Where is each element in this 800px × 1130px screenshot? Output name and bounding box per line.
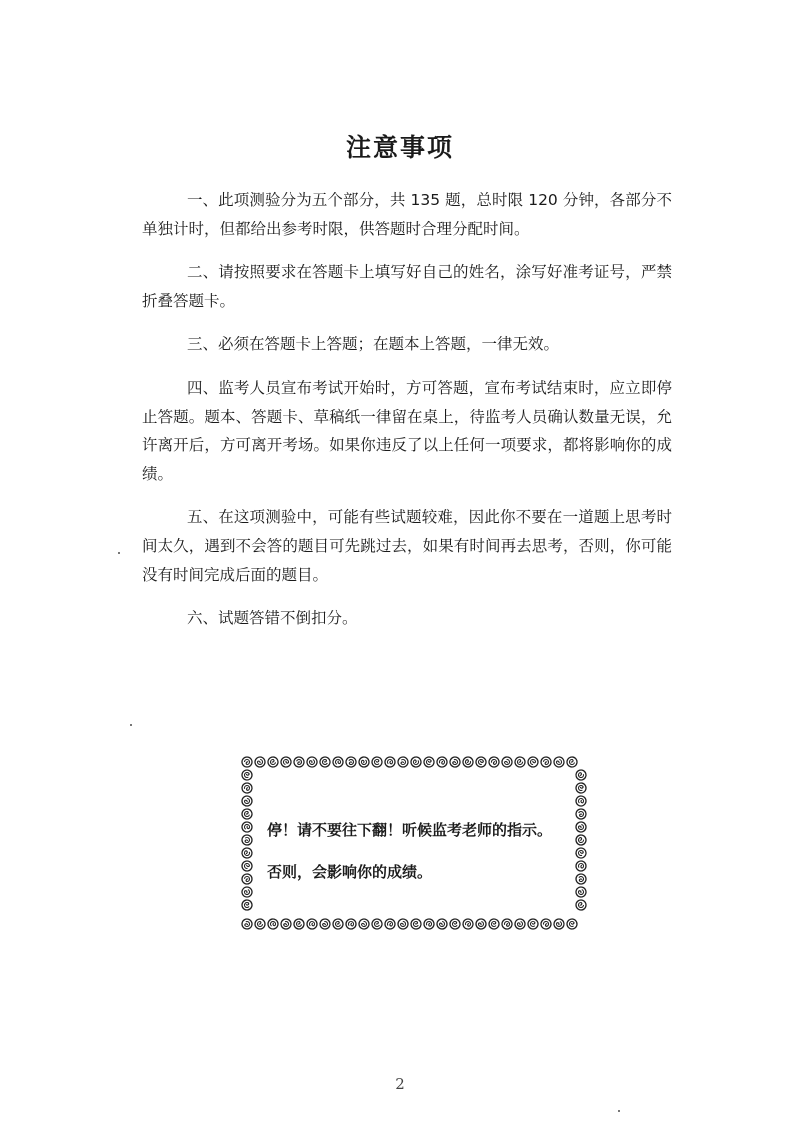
border-swirl-ornament [574,794,588,808]
border-swirl-ornament [240,917,254,931]
border-swirl-ornament [240,833,254,847]
border-swirl-ornament [501,918,514,931]
decorative-border [240,755,588,931]
border-swirl-ornament [576,900,586,910]
border-swirl-ornament [514,918,526,930]
instruction-item-1: 一、此项测验分为五个部分，共 135 题，总时限 120 分钟，各部分不单独计时，但都给出参考时限，供答题时合理分配时间。 [142,191,672,238]
scan-speck [618,1110,620,1112]
border-swirl-ornament [501,756,513,768]
border-swirl-ornament [475,756,488,769]
border-swirl-ornament [240,820,254,834]
border-swirl-ornament [461,917,474,930]
border-swirl-ornament [396,755,410,769]
border-swirl-ornament [241,860,253,872]
border-swirl-ornament [437,919,447,929]
border-swirl-ornament [526,917,540,931]
notice-line-1: 停！请不要往下翻！听候监考老师的指示。 [267,821,553,839]
border-swirl-ornament [241,782,254,795]
border-swirl-ornament [293,918,304,929]
border-swirl-ornament [242,874,253,885]
border-swirl-ornament [267,756,278,767]
border-swirl-ornament [574,846,587,859]
border-swirl-ornament [241,808,253,820]
border-swirl-ornament [487,917,501,931]
border-swirl-ornament [574,872,588,886]
instruction-item-6: 六、试题答错不倒扣分。 [186,609,358,628]
border-swirl-ornament [554,757,565,768]
border-swirl-ornament [242,757,252,767]
border-swirl-ornament [574,859,588,873]
border-swirl-ornament [566,756,578,768]
border-swirl-ornament [241,886,254,899]
border-swirl-ornament [574,807,587,820]
border-swirl-ornament [553,918,566,931]
border-swirl-ornament [357,755,371,769]
border-swirl-ornament [242,796,252,806]
border-swirl-ornament [306,756,319,769]
border-swirl-ornament [318,755,331,768]
border-swirl-ornament [565,917,579,931]
instruction-item-4: 四、监考人员宣布考试开始时，方可答题，宣布考试结束时，应立即停止答题。题本、答题卡、草稿纸一律留在桌上，待监考人员确认数量无误，允许离开后，方可离开考场。如果你违反了以上任何一项要求，都将影响你的成绩。 [142,378,672,483]
page-title: 注意事项 [345,133,454,162]
border-swirl-ornament [488,756,500,768]
border-swirl-ornament [305,917,319,931]
border-swirl-ornament [528,757,538,767]
border-swirl-ornament [383,755,397,769]
border-swirl-ornament [358,918,370,930]
instruction-item-3: 三、必须在答题卡上答题；在题本上答题，一律无效。 [186,335,559,354]
instruction-item-5: 五、在这项测验中，可能有些试题较难，因此你不要在一道题上思考时间太久，遇到不会答的题目可先跳过去，如果有时间再去思考，否则，你可能没有时间完成后面的题目。 [142,508,672,584]
border-swirl-ornament [255,757,266,768]
border-swirl-ornament [461,755,474,768]
scan-speck [130,724,132,726]
border-swirl-ornament [332,918,344,930]
border-swirl-ornament [575,886,587,898]
border-swirl-ornament [475,918,486,929]
border-swirl-ornament [266,917,280,931]
border-swirl-ornament [344,755,358,769]
border-swirl-ornament [575,769,588,782]
scan-speck [118,552,120,554]
border-swirl-ornament [435,755,449,769]
border-swirl-ornament [448,917,462,931]
border-swirl-ornament [398,919,409,930]
border-swirl-ornament [240,846,254,860]
border-swirl-ornament [280,756,292,768]
border-swirl-ornament [409,917,422,930]
border-swirl-ornament [293,756,305,768]
border-swirl-ornament [422,755,436,769]
border-swirl-ornament [255,919,266,930]
border-swirl-ornament [515,757,526,768]
border-swirl-ornament [575,834,586,845]
notice-line-2: 否则，会影响你的成绩。 [267,863,433,881]
page-number: 2 [395,1075,405,1093]
border-swirl-ornament [422,917,436,931]
border-swirl-ornament [575,821,586,832]
instruction-list [142,186,672,648]
instruction-item-2: 二、请按照要求在答题卡上填写好自己的姓名，涂写好准考证号，严禁折叠答题卡。 [142,263,672,310]
border-swirl-ornament [240,898,254,912]
border-swirl-ornament [574,781,588,795]
border-swirl-ornament [240,768,254,782]
border-swirl-ornament [540,918,552,930]
border-swirl-ornament [331,755,345,769]
border-swirl-ornament [279,917,292,930]
border-swirl-ornament [371,918,384,931]
border-swirl-ornament [370,755,384,769]
border-swirl-ornament [541,757,551,767]
border-swirl-ornament [319,918,331,930]
border-swirl-ornament [409,755,423,769]
border-swirl-ornament [448,755,461,768]
stop-notice-box [240,755,588,931]
border-swirl-ornament [383,917,397,931]
border-swirl-ornament [344,917,358,931]
